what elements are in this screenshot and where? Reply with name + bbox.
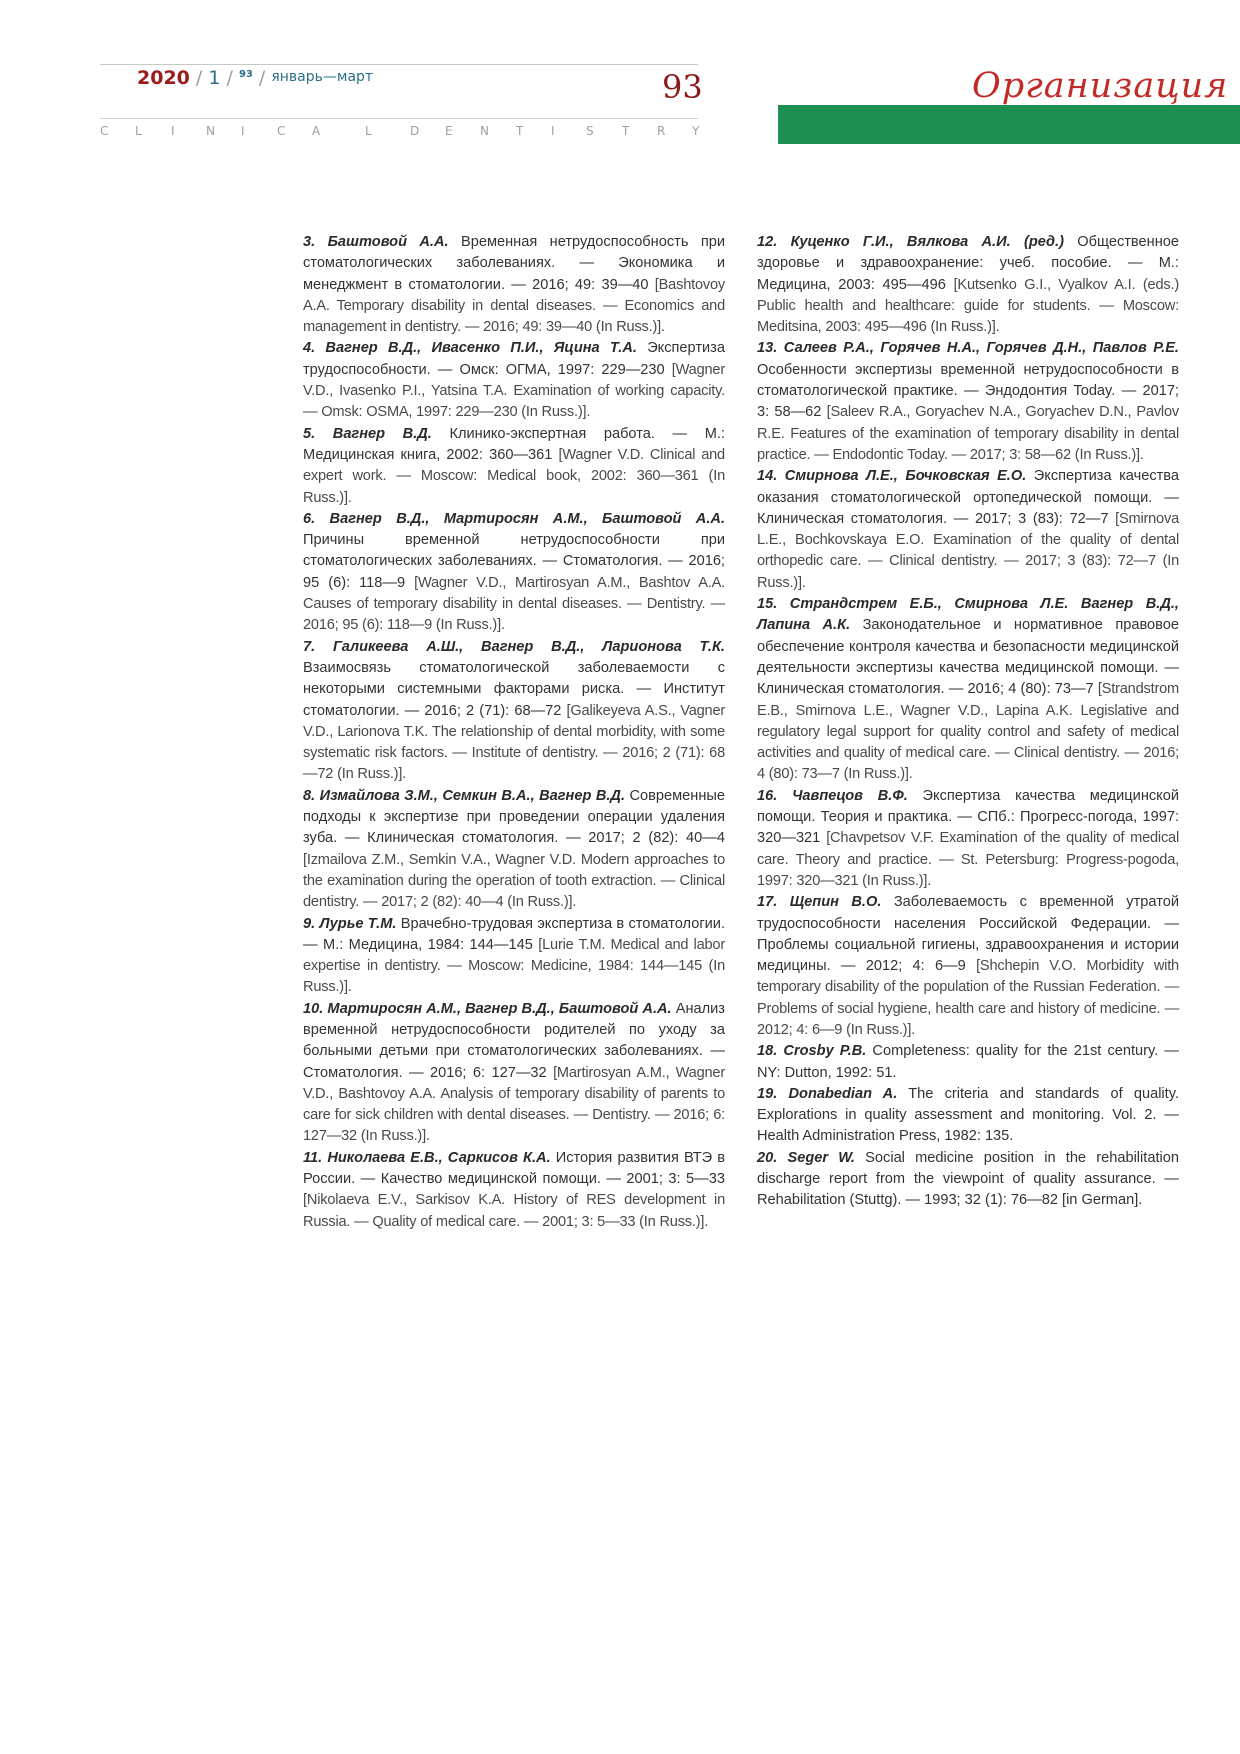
issue-sep-1: / <box>189 67 209 89</box>
reference-text: Экспертиза качества медицинской помощи. Теория и практика. — СПб.: Прогресс-погода, 1997: 320—321 <box>757 787 1179 847</box>
reference-text: Анализ временной нетрудоспособности родителей по уходу за больными детьми при стоматологических заболеваниях. — Стоматология. — 2016; 6: 127—32 <box>303 1000 725 1081</box>
reference-translation: [Martirosyan A.M., Wagner V.D., Bashtovoy A.A. Analysis of temporary disability of parents to care for sick children with dental diseases. — Dentistry. — 2016; 6: 127—32 (In Russ.)]. <box>303 1064 725 1145</box>
references-left-column <box>303 232 725 1233</box>
journal-letter: N <box>480 124 489 138</box>
reference-translation: [Strandstrom E.B., Smirnova L.E., Wagner V.D., Lapina A.K. Legislative and regulatory legal support for quality control and safety of medical activities and quality of medical care. — Clinical dentistry. — 2016; 4 (80): 73—7 (In Russ.)]. <box>757 681 1179 783</box>
journal-letter: I <box>551 124 555 138</box>
issue-sup-number: 93 <box>238 69 253 80</box>
issue-info <box>137 67 373 89</box>
issue-months: январь—март <box>271 69 374 85</box>
reference-translation: [Nikolaeva E.V., Sarkisov K.A. History of RES development in Russia. — Quality of medical care. — 2001; 3: 5—33 (In Russ.)]. <box>303 1192 725 1230</box>
reference-translation: [Wagner V.D., Ivasenko P.I., Yatsina T.A. Examination of working capacity. — Omsk: OSMA, 1997: 229—230 (In Russ.)]. <box>303 361 726 421</box>
reference-item <box>757 594 1179 786</box>
reference-authors: 18. Crosby P.B. <box>757 1043 867 1060</box>
journal-letter: D <box>410 124 420 138</box>
reference-item <box>757 466 1179 594</box>
reference-authors: 16. Чавпецов В.Ф. <box>757 787 908 804</box>
journal-letter: I <box>171 124 175 138</box>
reference-authors: 3. Баштовой А.А. <box>303 234 449 250</box>
reference-translation: [Smirnova L.E., Bochkovskaya E.O. Examination of the quality of dental orthopedic care. — Clinical dentistry. — 2017; 3 (83): 72—7 (In Russ.)]. <box>757 510 1179 591</box>
reference-authors: 14. Смирнова Л.Е., Бочковская Е.О. <box>757 468 1027 485</box>
reference-authors: 7. Галикеева А.Ш., Вагнер В.Д., Ларионова Т.К. <box>303 638 725 655</box>
reference-text: Social medicine position in the rehabilitation discharge report from the viewpoint of quality assurance. — Rehabilitation (Stuttg). — 1993; 32 (1): 76—82 [in German]. <box>757 1149 1179 1209</box>
journal-letter: Y <box>692 124 700 138</box>
reference-item <box>757 232 1179 338</box>
reference-translation: [Wagner V.D. Clinical and expert work. — Moscow: Medical book, 2002: 360—361 (In Russ.)]. <box>303 446 725 506</box>
reference-item <box>757 338 1179 466</box>
reference-text: Современные подходы к экспертизе при проведении операции удаления зуба. — Клиническая стоматология. — 2017; 2 (82): 40—4 <box>303 787 726 847</box>
reference-item <box>757 892 1179 1041</box>
issue-number: 1 <box>208 67 221 89</box>
reference-authors: 6. Вагнер В.Д., Мартиросян А.М., Баштовой А.А. <box>303 510 725 527</box>
journal-letter: E <box>445 124 453 138</box>
journal-letter: R <box>657 124 666 138</box>
journal-letter: L <box>365 124 372 138</box>
reference-text: Экспертиза качества оказания стоматологической ортопедической помощи. — Клиническая стоматология. — 2017; 3 (83): 72—7 <box>757 468 1180 527</box>
reference-item <box>303 637 725 786</box>
reference-text: Взаимосвязь стоматологической заболеваемости с некоторыми системными факторами риска. — Институт стоматологии. — 2016; 2 (71): 68—72 <box>303 659 725 719</box>
reference-translation: [Izmailova Z.M., Semkin V.A., Wagner V.D. Modern approaches to the examination during the operation of tooth extraction. — Clinical dentistry. — 2017; 2 (82): 40—4 (In Russ.)]. <box>303 851 725 911</box>
section-color-band <box>778 105 1240 144</box>
reference-item <box>303 786 725 914</box>
reference-text: История развития ВТЭ в России. — Качество медицинской помощи. — 2001; 3: 5—33 <box>303 1149 725 1188</box>
reference-translation: [Shchepin V.O. Morbidity with temporary disability of the population of the Russian Federation. — Problems of social hygiene, health care and history of medicine. — 2012; 4: 6—9 (In Russ.)]. <box>757 958 1179 1038</box>
issue-sep-3: / <box>252 67 272 89</box>
reference-text: Общественное здоровье и здравоохранение: учеб. пособие. — М.: Медицина, 2003: 495—496 <box>757 234 1179 293</box>
references-right-column <box>757 232 1179 1212</box>
journal-letter: C <box>277 124 286 138</box>
reference-authors: 10. Мартиросян А.М., Вагнер В.Д., Баштовой А.А. <box>303 1000 672 1017</box>
reference-authors: 11. Николаева Е.В., Саркисов К.А. <box>303 1149 551 1166</box>
reference-text: Особенности экспертизы временной нетрудоспособности в стоматологической практике. — Эндодонтия Today. — 2017; 3: 58—62 <box>757 361 1179 421</box>
page-number: 93 <box>662 68 703 106</box>
reference-text: Completeness: quality for the 21st century. — NY: Dutton, 1992: 51. <box>757 1043 1179 1081</box>
reference-translation: [Galikeyeva A.S., Vagner V.D., Larionova T.K. The relationship of dental morbidity, with some systematic risk factors. — Institute of dentistry. — 2016; 2 (71): 68—72 (In Russ.)]. <box>303 702 726 783</box>
reference-authors: 5. Вагнер В.Д. <box>303 425 432 442</box>
journal-letter: I <box>241 124 245 138</box>
issue-year: 2020 <box>137 67 190 89</box>
journal-letter: L <box>135 124 142 138</box>
section-title: Организация <box>972 66 1229 106</box>
journal-letter: T <box>622 124 630 138</box>
reference-text: Временная нетрудоспособность при стоматологических заболеваниях. — Экономика и менеджмент в стоматологии. — 2016; 49: 39—40 <box>303 234 725 293</box>
reference-text: Клинико-экспертная работа. — М.: Медицинская книга, 2002: 360—361 <box>303 425 725 463</box>
reference-authors: 19. Donabedian A. <box>757 1085 898 1102</box>
reference-translation: [Lurie T.M. Medical and labor expertise in dentistry. — Moscow: Medicine, 1984: 144—145 (In Russ.)]. <box>303 936 725 996</box>
reference-item <box>303 232 725 338</box>
reference-item <box>757 1084 1179 1148</box>
reference-authors: 4. Вагнер В.Д., Ивасенко П.И., Яцина Т.А. <box>303 340 637 357</box>
reference-item <box>757 1041 1179 1084</box>
reference-text: Заболеваемость с временной утратой трудоспособности населения Российской Федерации. — Проблемы социальной гигиены, здравоохранения и истории медицины. — 2012; 4: 6—9 <box>757 894 1179 975</box>
reference-text: Законодательное и нормативное правовое обеспечение контроля качества и безопасности медицинской деятельности экспертизы качества медицинской помощи. — Клиническая стоматология. — 2016; 4 (80): 73—7 <box>757 617 1179 698</box>
reference-translation: [Bashtovoy A.A. Temporary disability in dental diseases. — Economics and management in dentistry. — 2016; 49: 39—40 (In Russ.)]. <box>303 276 725 336</box>
reference-item <box>303 999 725 1148</box>
reference-authors: 13. Салеев Р.А., Горячев Н.А., Горячев Д.Н., Павлов Р.Е. <box>757 340 1179 357</box>
journal-letter: A <box>312 124 321 138</box>
journal-letter: N <box>206 124 215 138</box>
reference-item <box>303 338 725 423</box>
reference-authors: 8. Измайлова З.М., Семкин В.А., Вагнер В.Д. <box>303 787 626 804</box>
reference-item <box>303 509 725 637</box>
reference-text: Экспертиза трудоспособности. — Омск: ОГМА, 1997: 229—230 <box>303 340 725 378</box>
header-top-rule <box>100 64 698 65</box>
reference-text: The criteria and standards of quality. Explorations in quality assessment and monitoring. Vol. 2. — Health Administration Press, 1982: 135. <box>757 1085 1179 1145</box>
reference-translation: [Chavpetsov V.F. Examination of the quality of medical care. Theory and practice. — St. Petersburg: Progress-pogoda, 1997: 320—321 (In Russ.)]. <box>757 830 1179 889</box>
reference-translation: [Kutsenko G.I., Vyalkov A.I. (eds.) Public health and healthcare: guide for students. — Moscow: Meditsina, 2003: 495—496 (In Russ.)]. <box>757 276 1179 336</box>
reference-authors: 12. Куценко Г.И., Вялкова А.И. (ред.) <box>757 234 1064 250</box>
reference-item <box>757 1148 1179 1212</box>
reference-text: Врачебно-трудовая экспертиза в стоматологии. — М.: Медицина, 1984: 144—145 <box>303 915 726 953</box>
reference-authors: 15. Страндстрем Е.Б., Смирнова Л.Е. Вагнер В.Д., Лапина А.К. <box>757 596 1179 634</box>
reference-item <box>303 424 725 509</box>
journal-letter: T <box>516 124 524 138</box>
reference-translation: [Saleev R.A., Goryachev N.A., Goryachev D.N., Pavlov R.E. Features of the examination of temporary disability in dental practice. — Endodontic Today. — 2017; 3: 58—62 (In Russ.)]. <box>757 404 1179 463</box>
journal-letter: S <box>586 124 594 138</box>
reference-item <box>757 786 1179 892</box>
header-mid-rule <box>100 118 698 119</box>
journal-letter: C <box>100 124 109 138</box>
reference-translation: [Wagner V.D., Martirosyan A.M., Bashtov A.A. Causes of temporary disability in dental diseases. — Dentistry. — 2016; 95 (6): 118—9 (In Russ.)]. <box>303 574 725 634</box>
reference-authors: 20. Seger W. <box>757 1149 855 1166</box>
reference-text: Причины временной нетрудоспособности при стоматологических заболеваниях. — Стоматология. — 2016; 95 (6): 118—9 <box>303 532 725 591</box>
reference-item <box>303 1148 725 1233</box>
reference-authors: 9. Лурье Т.М. <box>303 915 397 932</box>
reference-authors: 17. Щепин В.О. <box>757 894 882 911</box>
reference-item <box>303 914 725 999</box>
issue-sep-2: / <box>220 67 239 89</box>
